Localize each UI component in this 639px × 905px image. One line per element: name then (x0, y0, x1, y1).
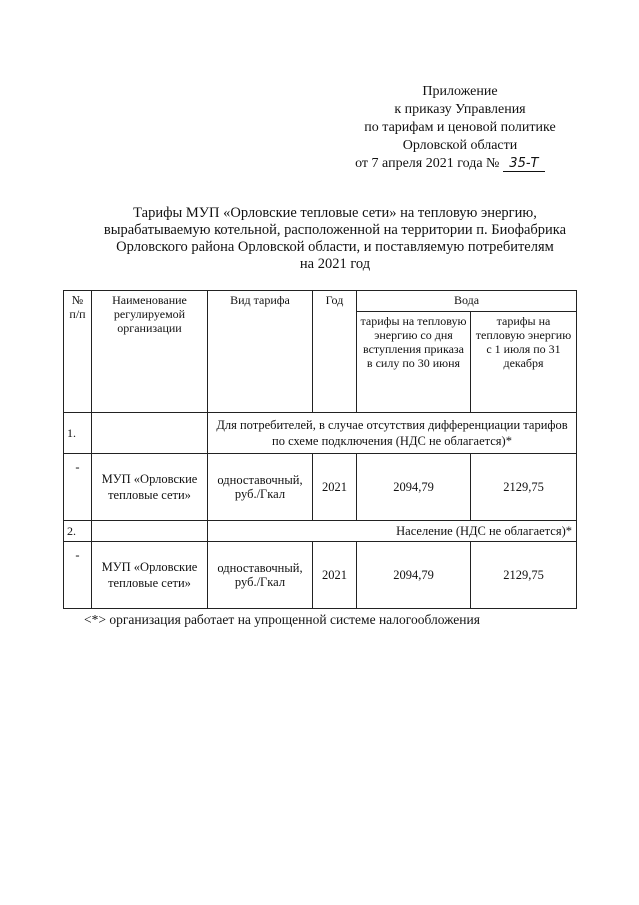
group-2-empty (92, 521, 208, 542)
row-2-org: МУП «Орловские тепловые сети» (92, 542, 208, 609)
order-date-line (310, 155, 590, 173)
appendix-line-1: Приложение (422, 84, 498, 99)
group-1-num: 1. (64, 413, 92, 454)
row-2-year: 2021 (313, 542, 357, 609)
table-group-row (64, 413, 577, 454)
header-year: Год (313, 291, 357, 413)
header-num: № п/п (64, 291, 92, 413)
order-number-handwritten: 35-Т (503, 157, 545, 172)
group-1-text: Для потребителей, в случае отсутствия дифференциации тарифов по схеме подключения (НДС не облагается)* (208, 413, 577, 454)
document-title (100, 205, 570, 273)
table-group-row (64, 521, 577, 542)
appendix-line-4: Орловской области (402, 138, 518, 153)
order-date: от 7 апреля 2021 года № (355, 156, 500, 171)
row-2-num: - (64, 542, 92, 609)
group-2-text: Население (НДС не облагается)* (208, 521, 577, 542)
appendix-header (330, 83, 590, 173)
appendix-line-3: по тарифам и ценовой политике (364, 120, 556, 135)
appendix-line-2: к приказу Управления (394, 102, 526, 117)
row-1-value-1: 2094,79 (357, 454, 471, 521)
header-kind: Вид тарифа (208, 291, 313, 413)
group-1-empty (92, 413, 208, 454)
row-1-kind: одноставочный, руб./Гкал (208, 454, 313, 521)
table-row (64, 454, 577, 521)
title-line-2: вырабатываемую котельной, расположенной на территории п. Биофабрика (103, 222, 567, 238)
row-2-kind: одноставочный, руб./Гкал (208, 542, 313, 609)
tariff-table (63, 290, 577, 609)
table-header-row (64, 291, 577, 312)
footnote: <*> организация работает на упрощенной системе налогообложения (84, 612, 480, 627)
row-2-value-2: 2129,75 (471, 542, 577, 609)
row-1-org: МУП «Орловские тепловые сети» (92, 454, 208, 521)
header-org: Наименование регулируемой организации (92, 291, 208, 413)
table-row (64, 542, 577, 609)
title-line-4: на 2021 год (299, 256, 371, 272)
row-1-value-2: 2129,75 (471, 454, 577, 521)
title-line-3: Орловского района Орловской области, и поставляемую потребителям (116, 239, 554, 255)
row-2-value-1: 2094,79 (357, 542, 471, 609)
header-period-2: тарифы на тепловую энергию с 1 июля по 31 декабря (471, 312, 577, 413)
header-water: Вода (357, 291, 577, 312)
row-1-num: - (64, 454, 92, 521)
title-line-1: Тарифы МУП «Орловские тепловые сети» на тепловую энергию, (133, 205, 537, 221)
group-2-num: 2. (64, 521, 92, 542)
row-1-year: 2021 (313, 454, 357, 521)
header-period-1: тарифы на тепловую энергию со дня вступления приказа в силу по 30 июня (357, 312, 471, 413)
